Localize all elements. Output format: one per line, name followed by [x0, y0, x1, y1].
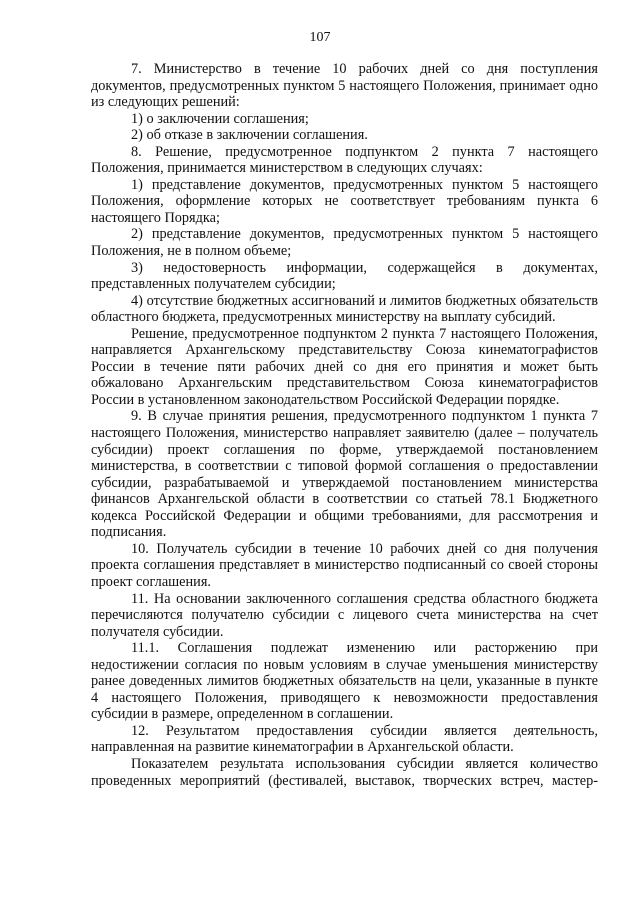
paragraph-8-item-2: 2) представление документов, предусмотренных пунктом 5 настоящего Положения, не в полном объеме;	[91, 226, 598, 260]
paragraph-11: 11. На основании заключенного соглашения средства областного бюджета перечисляются получателю субсидии с лицевого счета министерства на счет получателя субсидии.	[91, 590, 598, 640]
document-body	[91, 61, 598, 789]
paragraph-7-item-2: 2) об отказе в заключении соглашения.	[131, 127, 368, 144]
paragraph-9: 9. В случае принятия решения, предусмотренного подпунктом 1 пункта 7 настоящего Положения, министерство направляет заявителю (далее – получатель субсидии) проект соглашения по форме, утверждаемой постановлением министерства, в соответствии с типовой формой соглашения о предоставлении субсидии, разрабатываемой и утверждаемой постановлением министерства финансов Архангельской области в соответствии со статьей 78.1 Бюджетного кодекса Российской Федерации и общими требованиями, для рассмотрения и подписания.	[91, 408, 598, 541]
paragraph-8: 8. Решение, предусмотренное подпунктом 2 пункта 7 настоящего Положения, принимается министерством в следующих случаях:	[91, 143, 598, 177]
paragraph-7-item-1: 1) о заключении соглашения;	[131, 110, 309, 127]
paragraph-8-item-3: 3) недостоверность информации, содержащейся в документах, представленных получателем субсидии;	[91, 259, 598, 293]
paragraph-11-1: 11.1. Соглашения подлежат изменению или расторжению при недостижении согласия по новым условиям в случае уменьшения министерству ранее доведенных лимитов бюджетных обязательств на цели, указанные в пункте 4 настоящего Положения, приводящего к невозможности предоставления субсидии в размере, определенном в соглашении.	[91, 640, 598, 723]
paragraph-result-indicator: Показателем результата использования субсидии является количество проведенных мероприятий (фестивалей, выставок, творческих встреч, мастер-	[91, 755, 598, 789]
paragraph-12: 12. Результатом предоставления субсидии является деятельность, направленная на развитие кинематографии в Архангельской области.	[91, 722, 598, 756]
paragraph-decision-notice: Решение, предусмотренное подпунктом 2 пункта 7 настоящего Положения, направляется Архангельскому представительству Союза кинематографистов России в течение пяти рабочих дней со дня его принятия и может быть обжаловано Архангельским представительством Союза кинематографистов России в установленном законодательством Российской Федерации порядке.	[91, 325, 598, 408]
paragraph-10: 10. Получатель субсидии в течение 10 рабочих дней со дня получения проекта соглашения представляет в министерство подписанный со своей стороны проект соглашения.	[91, 540, 598, 590]
paragraph-7: 7. Министерство в течение 10 рабочих дней со дня поступления документов, предусмотренных пунктом 5 настоящего Положения, принимает одно из следующих решений:	[91, 61, 598, 111]
page-number: 107	[309, 30, 331, 45]
paragraph-8-item-4: 4) отсутствие бюджетных ассигнований и лимитов бюджетных обязательств областного бюджета, предусмотренных министерству на выплату субсидий.	[91, 292, 598, 326]
paragraph-8-item-1: 1) представление документов, предусмотренных пунктом 5 настоящего Положения, оформление которых не соответствует требованиям пункта 6 настоящего Порядка;	[91, 176, 598, 226]
